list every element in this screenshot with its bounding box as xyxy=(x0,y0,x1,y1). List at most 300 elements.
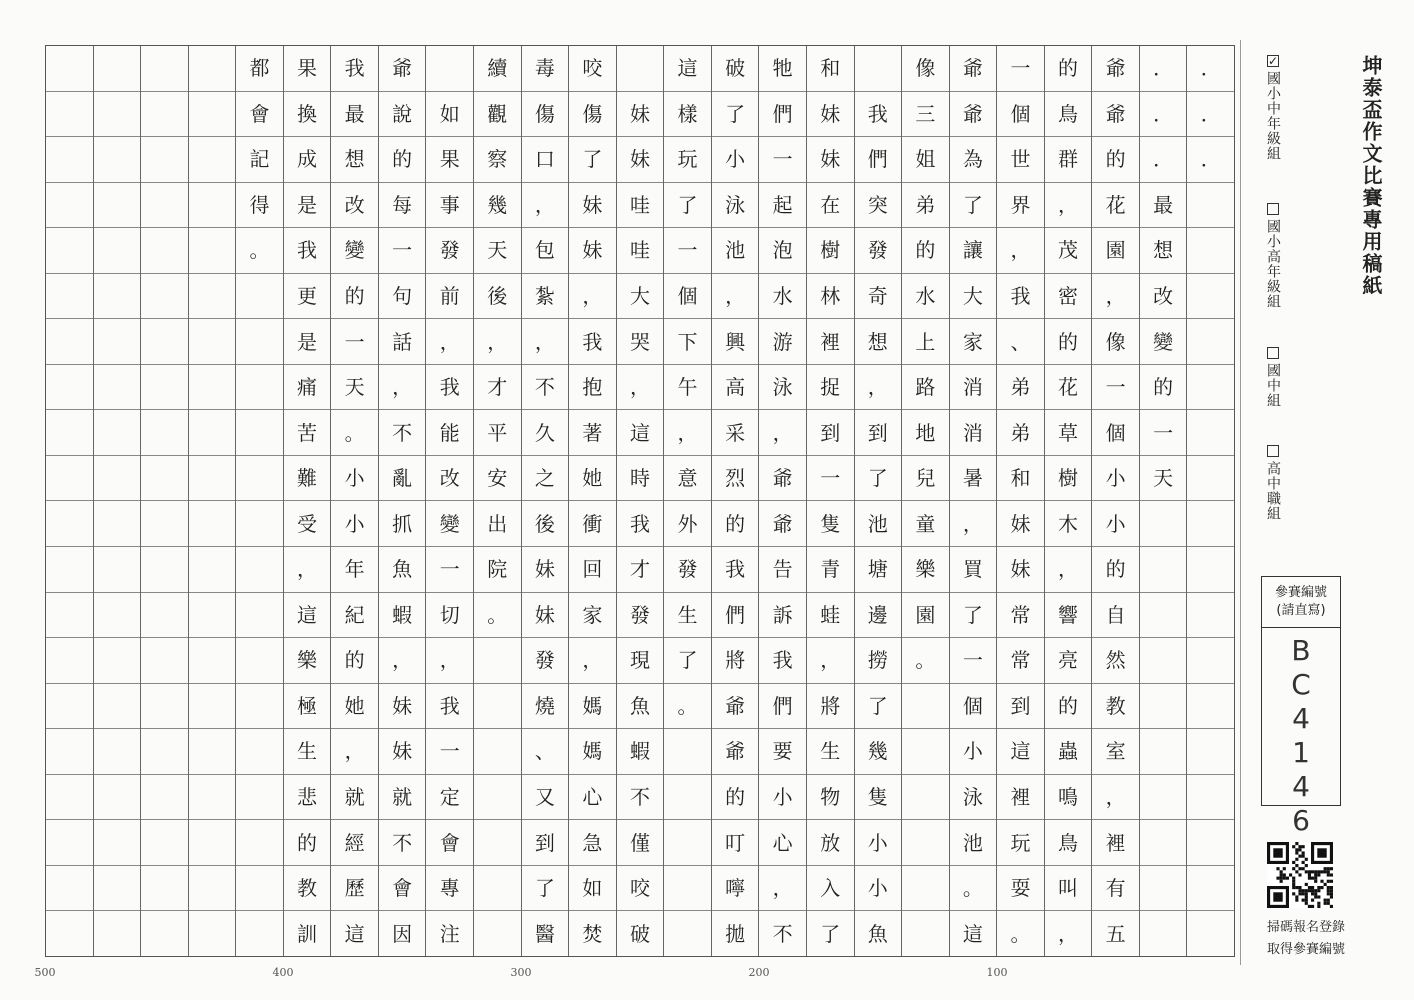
grid-cell: ， xyxy=(474,319,521,365)
grid-cell: 一 xyxy=(331,319,378,365)
grid-cell: 蟲 xyxy=(1045,729,1092,775)
grid-cell: ， xyxy=(807,638,854,684)
grid-cell: 蝦 xyxy=(379,593,426,639)
grid-cell: 的 xyxy=(1140,365,1187,411)
grid-cell: 發 xyxy=(617,593,664,639)
grid-cell: 爺 xyxy=(1092,92,1139,138)
grid-cell xyxy=(94,729,141,775)
grid-cell: 前 xyxy=(426,274,473,320)
grid-cell: ， xyxy=(522,183,569,229)
grid-cell: 媽 xyxy=(569,684,616,730)
grid-cell: 奇 xyxy=(855,274,902,320)
grid-cell xyxy=(94,593,141,639)
grid-cell xyxy=(141,319,188,365)
grid-cell: 妹 xyxy=(379,729,426,775)
grid-cell: 我 xyxy=(855,92,902,138)
grid-cell: 像 xyxy=(1092,319,1139,365)
grid-cell: 撈 xyxy=(855,638,902,684)
grid-cell: 才 xyxy=(474,365,521,411)
grid-cell: 一 xyxy=(426,547,473,593)
grid-cell: 這 xyxy=(664,46,711,92)
grid-cell: 妹 xyxy=(617,137,664,183)
grid-cell: 醫 xyxy=(534,921,555,946)
grid-cell: 童 xyxy=(902,501,949,547)
grid-cell: 小 xyxy=(759,775,806,821)
grid-column xyxy=(46,46,93,956)
grid-cell xyxy=(46,866,93,912)
grid-cell: 訴 xyxy=(759,593,806,639)
grid-cell xyxy=(1187,410,1234,456)
grid-cell: 們 xyxy=(759,684,806,730)
grid-cell xyxy=(236,547,283,593)
grid-cell xyxy=(1187,820,1234,866)
grid-cell xyxy=(94,911,141,956)
grid-cell: 切 xyxy=(426,593,473,639)
grid-cell: 個 xyxy=(1092,410,1139,456)
grid-cell: 會 xyxy=(236,92,283,138)
grid-cell xyxy=(46,46,93,92)
grid-cell: 林 xyxy=(807,274,854,320)
grid-cell: 妹 xyxy=(807,92,854,138)
grid-cell xyxy=(474,866,521,912)
grid-cell xyxy=(236,775,283,821)
grid-cell: 悲 xyxy=(284,775,331,821)
checkbox-lower-elementary[interactable]: ✓ xyxy=(1268,54,1279,68)
grid-cell: 亂 xyxy=(379,456,426,502)
grid-cell: 句 xyxy=(379,274,426,320)
grid-cell: 了 xyxy=(522,866,569,912)
grid-cell: 耍 xyxy=(997,866,1044,912)
grid-cell: 如 xyxy=(426,92,473,138)
grid-cell: 高 xyxy=(712,365,759,411)
grid-cell xyxy=(236,410,283,456)
grid-cell: 哭 xyxy=(617,319,664,365)
grid-column xyxy=(425,46,473,956)
checkbox-senior-high[interactable] xyxy=(1267,445,1279,457)
grid-cell: 觀 xyxy=(474,92,521,138)
grid-cell: 牠 xyxy=(759,46,806,92)
grid-cell: 心 xyxy=(759,820,806,866)
grid-cell: 了 xyxy=(855,456,902,502)
grid-cell: 傷 xyxy=(569,92,616,138)
grid-cell: 蝦 xyxy=(617,729,664,775)
grid-cell: 都 xyxy=(236,46,283,92)
grid-cell: 一 xyxy=(759,137,806,183)
grid-cell xyxy=(94,410,141,456)
grid-cell xyxy=(1187,729,1234,775)
grid-cell xyxy=(236,820,283,866)
character-count-markers xyxy=(34,966,1235,986)
grid-cell: 妹 xyxy=(997,501,1044,547)
grid-cell xyxy=(141,866,188,912)
grid-cell: 久 xyxy=(522,410,569,456)
grid-cell: 群 xyxy=(1045,137,1092,183)
grid-cell xyxy=(189,274,236,320)
grid-cell: 我 xyxy=(569,319,616,365)
grid-cell: 教 xyxy=(284,866,331,912)
grid-cell: 發 xyxy=(855,228,902,274)
grid-cell xyxy=(236,593,283,639)
grid-cell: 常 xyxy=(997,593,1044,639)
grid-cell: 包 xyxy=(522,228,569,274)
char-count-marker: 100 xyxy=(986,966,1008,979)
grid-cell: 泳 xyxy=(950,775,997,821)
grid-cell xyxy=(1140,593,1187,639)
grid-cell: 放 xyxy=(807,820,854,866)
grid-cell: 之 xyxy=(522,456,569,502)
grid-cell: 弟 xyxy=(902,183,949,229)
grid-cell xyxy=(141,183,188,229)
grid-cell xyxy=(902,729,949,775)
grid-cell xyxy=(94,820,141,866)
grid-cell: 變 xyxy=(426,501,473,547)
grid-cell: 到 xyxy=(522,820,569,866)
grid-cell: 午 xyxy=(664,365,711,411)
grid-column xyxy=(568,46,616,956)
grid-cell: 難 xyxy=(284,456,331,502)
grid-cell: 起 xyxy=(759,183,806,229)
registration-number-char: C xyxy=(1291,668,1311,701)
grid-cell: 買 xyxy=(950,547,997,593)
grid-cell: 池 xyxy=(712,228,759,274)
grid-cell: 破 xyxy=(629,921,650,946)
grid-cell: 能 xyxy=(426,410,473,456)
grid-cell xyxy=(189,501,236,547)
grid-cell: 個 xyxy=(997,92,1044,138)
grid-cell: 我 xyxy=(331,46,378,92)
grid-cell xyxy=(141,775,188,821)
grid-cell: 這 xyxy=(344,921,365,946)
grid-cell: 下 xyxy=(664,319,711,365)
grid-cell: 妹 xyxy=(997,547,1044,593)
grid-cell: 家 xyxy=(950,319,997,365)
grid-column xyxy=(283,46,331,956)
grid-cell xyxy=(46,729,93,775)
grid-cell xyxy=(236,911,283,956)
grid-cell: 到 xyxy=(997,684,1044,730)
grid-cell: ， xyxy=(1045,547,1092,593)
grid-cell: 小 xyxy=(331,456,378,502)
grid-cell xyxy=(141,684,188,730)
grid-cell xyxy=(1187,319,1234,365)
grid-cell: 蛙 xyxy=(807,593,854,639)
grid-cell: 爺 xyxy=(759,456,806,502)
grid-cell: ， xyxy=(379,365,426,411)
grid-cell: 如 xyxy=(569,866,616,912)
grid-cell: ， xyxy=(284,547,331,593)
grid-cell xyxy=(46,410,93,456)
grid-column xyxy=(949,46,997,956)
grid-cell: 爺 xyxy=(950,92,997,138)
grid-cell: 抓 xyxy=(379,501,426,547)
grid-cell: 。 xyxy=(474,593,521,639)
grid-cell xyxy=(141,46,188,92)
group-option-senior-high[interactable] xyxy=(1263,445,1283,521)
grid-cell xyxy=(46,92,93,138)
grid-cell xyxy=(94,92,141,138)
grid-cell xyxy=(855,46,902,92)
grid-cell: 裡 xyxy=(1092,820,1139,866)
grid-column xyxy=(1091,46,1139,956)
group-label-senior-high: 高中職組 xyxy=(1265,461,1281,521)
grid-cell: ， xyxy=(379,638,426,684)
grid-cell: 改 xyxy=(1140,274,1187,320)
grid-cell: 天 xyxy=(331,365,378,411)
grid-cell: 泡 xyxy=(759,228,806,274)
grid-cell xyxy=(902,820,949,866)
grid-cell: 的 xyxy=(1045,46,1092,92)
grid-cell: 突 xyxy=(855,183,902,229)
grid-cell: 了 xyxy=(569,137,616,183)
grid-cell xyxy=(1187,274,1234,320)
grid-cell: 平 xyxy=(474,410,521,456)
grid-cell: 入 xyxy=(807,866,854,912)
grid-cell: 妹 xyxy=(569,183,616,229)
grid-cell xyxy=(189,319,236,365)
grid-cell: ， xyxy=(569,274,616,320)
grid-cell: 是 xyxy=(284,183,331,229)
grid-cell: 爺 xyxy=(1092,46,1139,92)
grid-cell: 她 xyxy=(331,684,378,730)
grid-cell: ， xyxy=(1058,921,1079,946)
grid-cell: 因 xyxy=(392,921,413,946)
grid-cell: ， xyxy=(997,228,1044,274)
grid-column xyxy=(901,46,949,956)
grid-cell xyxy=(46,319,93,365)
grid-cell: 水 xyxy=(759,274,806,320)
grid-cell: 了 xyxy=(950,593,997,639)
grid-cell: 妹 xyxy=(379,684,426,730)
grid-cell: 消 xyxy=(950,365,997,411)
grid-cell: 訓 xyxy=(297,921,318,946)
grid-cell: 極 xyxy=(284,684,331,730)
grid-cell: 了 xyxy=(712,92,759,138)
grid-cell: 的 xyxy=(1045,319,1092,365)
grid-cell: 變 xyxy=(1140,319,1187,365)
grid-cell: 消 xyxy=(950,410,997,456)
grid-cell: 我 xyxy=(759,638,806,684)
grid-cell xyxy=(46,684,93,730)
grid-cell xyxy=(189,911,236,956)
grid-cell: 改 xyxy=(331,183,378,229)
grid-cell: 一 xyxy=(807,456,854,502)
grid-cell xyxy=(617,46,664,92)
grid-cell: 暑 xyxy=(950,456,997,502)
grid-cell: 。 xyxy=(664,684,711,730)
grid-cell: 這 xyxy=(617,410,664,456)
grid-cell: 魚 xyxy=(617,684,664,730)
grid-cell: 哇 xyxy=(617,183,664,229)
grid-cell: 換 xyxy=(284,92,331,138)
grid-cell: ， xyxy=(1045,183,1092,229)
grid-cell: 室 xyxy=(1092,729,1139,775)
grid-cell: 個 xyxy=(950,684,997,730)
grid-cell: 姐 xyxy=(902,137,949,183)
grid-cell: 回 xyxy=(569,547,616,593)
qr-caption xyxy=(1251,917,1361,961)
grid-cell: 爺 xyxy=(950,46,997,92)
group-option-upper-elementary[interactable] xyxy=(1263,203,1283,309)
grid-cell xyxy=(94,137,141,183)
grid-cell: 密 xyxy=(1045,274,1092,320)
grid-cell: 續 xyxy=(474,46,521,92)
grid-cell: 園 xyxy=(902,593,949,639)
grid-cell xyxy=(94,183,141,229)
qr-caption-line1: 掃碼報名登錄 xyxy=(1266,920,1345,935)
grid-cell: 像 xyxy=(902,46,949,92)
grid-cell: 外 xyxy=(664,501,711,547)
qr-caption-line2: 取得參賽編號 xyxy=(1266,942,1345,957)
grid-cell xyxy=(46,183,93,229)
grid-cell: 院 xyxy=(474,547,521,593)
grid-cell: 青 xyxy=(807,547,854,593)
grid-cell: 和 xyxy=(997,456,1044,502)
registration-number-char: 4 xyxy=(1292,702,1310,735)
grid-column xyxy=(140,46,188,956)
grid-column xyxy=(378,46,426,956)
grid-cell xyxy=(46,456,93,502)
grid-cell: 玩 xyxy=(664,137,711,183)
grid-cell: 嚀 xyxy=(712,866,759,912)
grid-cell xyxy=(141,501,188,547)
qr-code-icon[interactable] xyxy=(1267,842,1333,908)
grid-cell: 後 xyxy=(474,274,521,320)
grid-cell: 焚 xyxy=(582,921,603,946)
grid-cell: 我 xyxy=(997,274,1044,320)
grid-cell xyxy=(46,775,93,821)
grid-cell: 小 xyxy=(712,137,759,183)
group-option-junior-high[interactable] xyxy=(1263,347,1283,408)
grid-cell: 安 xyxy=(474,456,521,502)
grid-cell xyxy=(189,183,236,229)
grid-cell: 的 xyxy=(379,137,426,183)
grid-cell: 經 xyxy=(331,820,378,866)
grid-cell: 園 xyxy=(1092,228,1139,274)
grid-cell: 成 xyxy=(284,137,331,183)
grid-cell: 痛 xyxy=(284,365,331,411)
grid-cell: 。 xyxy=(236,228,283,274)
grid-cell: 苦 xyxy=(284,410,331,456)
grid-cell: 們 xyxy=(855,137,902,183)
grid-cell xyxy=(1140,911,1187,956)
grid-cell xyxy=(94,456,141,502)
grid-cell: 茂 xyxy=(1045,228,1092,274)
checkbox-upper-elementary[interactable] xyxy=(1267,203,1279,215)
grid-cell: ． xyxy=(1140,46,1187,92)
grid-cell: 到 xyxy=(855,410,902,456)
grid-cell: ， xyxy=(855,365,902,411)
grid-cell: 會 xyxy=(426,820,473,866)
grid-cell xyxy=(1187,501,1234,547)
grid-cell: ， xyxy=(522,319,569,365)
grid-cell: 泳 xyxy=(712,183,759,229)
grid-cell: 教 xyxy=(1092,684,1139,730)
grid-cell: 的 xyxy=(331,274,378,320)
grid-cell: 有 xyxy=(1092,866,1139,912)
grid-cell: 爺 xyxy=(712,684,759,730)
group-option-lower-elementary[interactable] xyxy=(1263,55,1283,161)
grid-cell xyxy=(189,365,236,411)
grid-cell: 毒 xyxy=(522,46,569,92)
grid-cell: 出 xyxy=(474,501,521,547)
grid-cell: 叫 xyxy=(1045,866,1092,912)
grid-cell: 天 xyxy=(1140,456,1187,502)
registration-number-char: B xyxy=(1291,634,1311,667)
grid-cell xyxy=(189,866,236,912)
grid-cell xyxy=(1140,684,1187,730)
grid-cell: 弟 xyxy=(997,410,1044,456)
grid-cell: 物 xyxy=(807,775,854,821)
grid-cell: 更 xyxy=(284,274,331,320)
grid-cell: 小 xyxy=(855,820,902,866)
grid-cell: 妹 xyxy=(522,593,569,639)
grid-cell: ， xyxy=(617,365,664,411)
grid-cell: 發 xyxy=(664,547,711,593)
registration-number-field[interactable] xyxy=(1262,628,1340,838)
grid-cell xyxy=(141,410,188,456)
grid-cell xyxy=(46,820,93,866)
grid-cell: 專 xyxy=(426,866,473,912)
grid-cell xyxy=(189,729,236,775)
grid-cell: ， xyxy=(1092,775,1139,821)
grid-cell: ． xyxy=(1187,46,1234,92)
grid-cell: 裡 xyxy=(807,319,854,365)
grid-cell xyxy=(664,911,711,956)
registration-label xyxy=(1262,577,1340,628)
grid-cell: 記 xyxy=(236,137,283,183)
grid-cell: 烈 xyxy=(712,456,759,502)
grid-cell: 拋 xyxy=(725,921,746,946)
registration-label-line2: (請直寫) xyxy=(1276,603,1326,618)
grid-cell: 破 xyxy=(712,46,759,92)
grid-cell: 不 xyxy=(617,775,664,821)
registration-number-char: 1 xyxy=(1292,736,1310,769)
grid-cell xyxy=(664,820,711,866)
grid-cell: 樂 xyxy=(902,547,949,593)
grid-cell xyxy=(94,501,141,547)
grid-cell: 魚 xyxy=(379,547,426,593)
grid-cell xyxy=(474,729,521,775)
grid-cell: 一 xyxy=(664,228,711,274)
registration-label-line1: 參賽編號 xyxy=(1274,585,1327,600)
grid-cell xyxy=(141,638,188,684)
checkbox-junior-high[interactable] xyxy=(1267,347,1279,359)
grid-cell xyxy=(664,775,711,821)
grid-cell xyxy=(1187,547,1234,593)
grid-cell: 燒 xyxy=(522,684,569,730)
grid-cell: 生 xyxy=(284,729,331,775)
grid-cell: 魚 xyxy=(867,921,888,946)
grid-cell: 玩 xyxy=(997,820,1044,866)
grid-cell: 隻 xyxy=(855,775,902,821)
grid-column xyxy=(758,46,806,956)
grid-cell: 果 xyxy=(426,137,473,183)
grid-cell: 媽 xyxy=(569,729,616,775)
grid-cell: 妹 xyxy=(522,547,569,593)
grid-column xyxy=(1186,46,1234,956)
registration-number-char: 6 xyxy=(1292,804,1310,837)
grid-cell xyxy=(189,684,236,730)
grid-column xyxy=(521,46,569,956)
grid-cell: 樹 xyxy=(1045,456,1092,502)
grid-cell xyxy=(189,456,236,502)
grid-cell: 將 xyxy=(807,684,854,730)
grid-cell: 最 xyxy=(1140,183,1187,229)
grid-cell: 是 xyxy=(284,319,331,365)
grid-cell xyxy=(46,593,93,639)
grid-cell xyxy=(94,274,141,320)
grid-cell xyxy=(189,820,236,866)
